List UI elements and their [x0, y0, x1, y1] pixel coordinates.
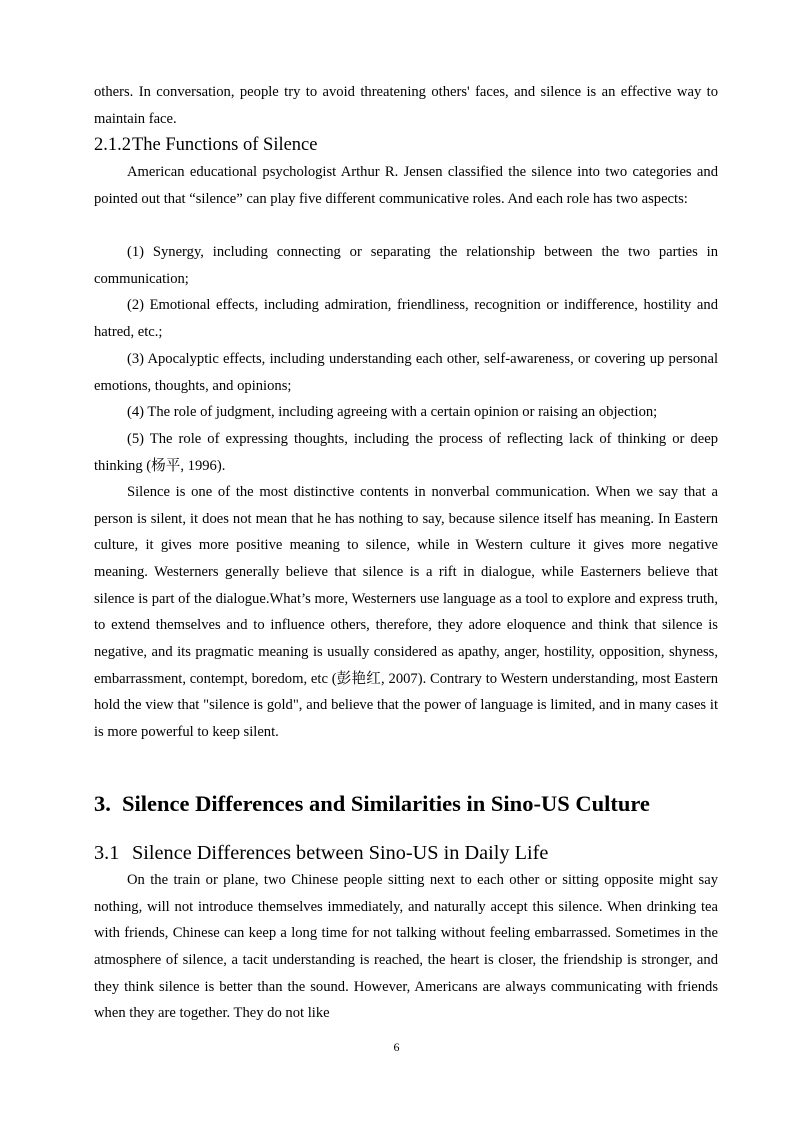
paragraph-text: On the train or plane, two Chinese people sitting next to each other or sitting opposite might say nothing, will not introduce themselves immediately, and naturally accept this silence. When drinking tea with friends, Chinese can keep a long time for not talking without feeling embarrassed. Sometimes in the atmosphere of silence, a tacit understanding is reached, the heart is closer, the friendship is stronger, and they think silence is better than the sound. However, Americans are always communicating with friends when they are together. They do not like	[94, 872, 718, 1022]
paragraph-text: Silence is one of the most distinctive contents in nonverbal communication. When we say that a person is silent, it does not mean that he has nothing to say, because silence itself has meaning. In Eastern culture, it gives more positive meaning to silence, while in Western culture it gives more negative meaning. Westerners generally believe that silence is a rift in dialogue, while Easterners believe that silence is part of the dialogue.What’s more, Westerners use language as a tool to explore and express truth, to extend themselves and to influence others, therefore, they adore eloquence and think that silence is negative, and its pragmatic meaning is usually considered as apathy, anger, hostility, opposition, shyness, embarrassment, contempt, boredom, etc (彭艳红, 2007). Contrary to Western understanding, most Eastern hold the view that "silence is gold", and believe that the power of language is limited, and in many cases it is more powerful to keep silent.	[94, 484, 718, 740]
section-title: Silence Differences and Similarities in Sino-US Culture	[122, 791, 650, 816]
list-item-text: (5) The role of expressing thoughts, including the process of reflecting lack of thinking or deep thinking (杨平, 1996).	[94, 431, 718, 474]
section-title: Silence Differences between Sino-US in Daily Life	[132, 842, 549, 864]
paragraph-silence	[94, 479, 718, 746]
section-number: 3.	[94, 791, 111, 816]
list-item-role-4	[94, 399, 718, 426]
heading-3	[94, 789, 718, 819]
list-item-text: (3) Apocalyptic effects, including understanding each other, self-awareness, or covering up personal emotions, thoughts, and opinions;	[94, 351, 718, 394]
list-item-role-1	[94, 239, 718, 292]
section-number: 3.1	[94, 842, 120, 864]
paragraph-text: American educational psychologist Arthur R. Jensen classified the silence into two categories and pointed out that “silence” can play five different communicative roles. And each role has two aspects:	[94, 164, 718, 207]
section-title: The Functions of Silence	[132, 135, 318, 155]
list-item-role-5	[94, 426, 718, 479]
heading-3-1	[94, 839, 718, 867]
paragraph-intro	[94, 79, 718, 132]
heading-2-1-2	[94, 132, 718, 158]
paragraph-train	[94, 867, 718, 1027]
page-number: 6	[393, 1040, 400, 1054]
list-item-text: (2) Emotional effects, including admiration, friendliness, recognition or indifference, hostility and hatred, etc.;	[94, 297, 718, 340]
list-item-text: (1) Synergy, including connecting or separating the relationship between the two parties in communication;	[94, 244, 718, 287]
list-item-role-3	[94, 346, 718, 399]
paragraph-text: others. In conversation, people try to avoid threatening others' faces, and silence is an effective way to maintain face.	[94, 84, 718, 127]
paragraph-jensen	[94, 159, 718, 212]
list-item-role-2	[94, 292, 718, 345]
section-number: 2.1.2	[94, 135, 131, 155]
list-item-text: (4) The role of judgment, including agreeing with a certain opinion or raising an objection;	[127, 404, 658, 420]
